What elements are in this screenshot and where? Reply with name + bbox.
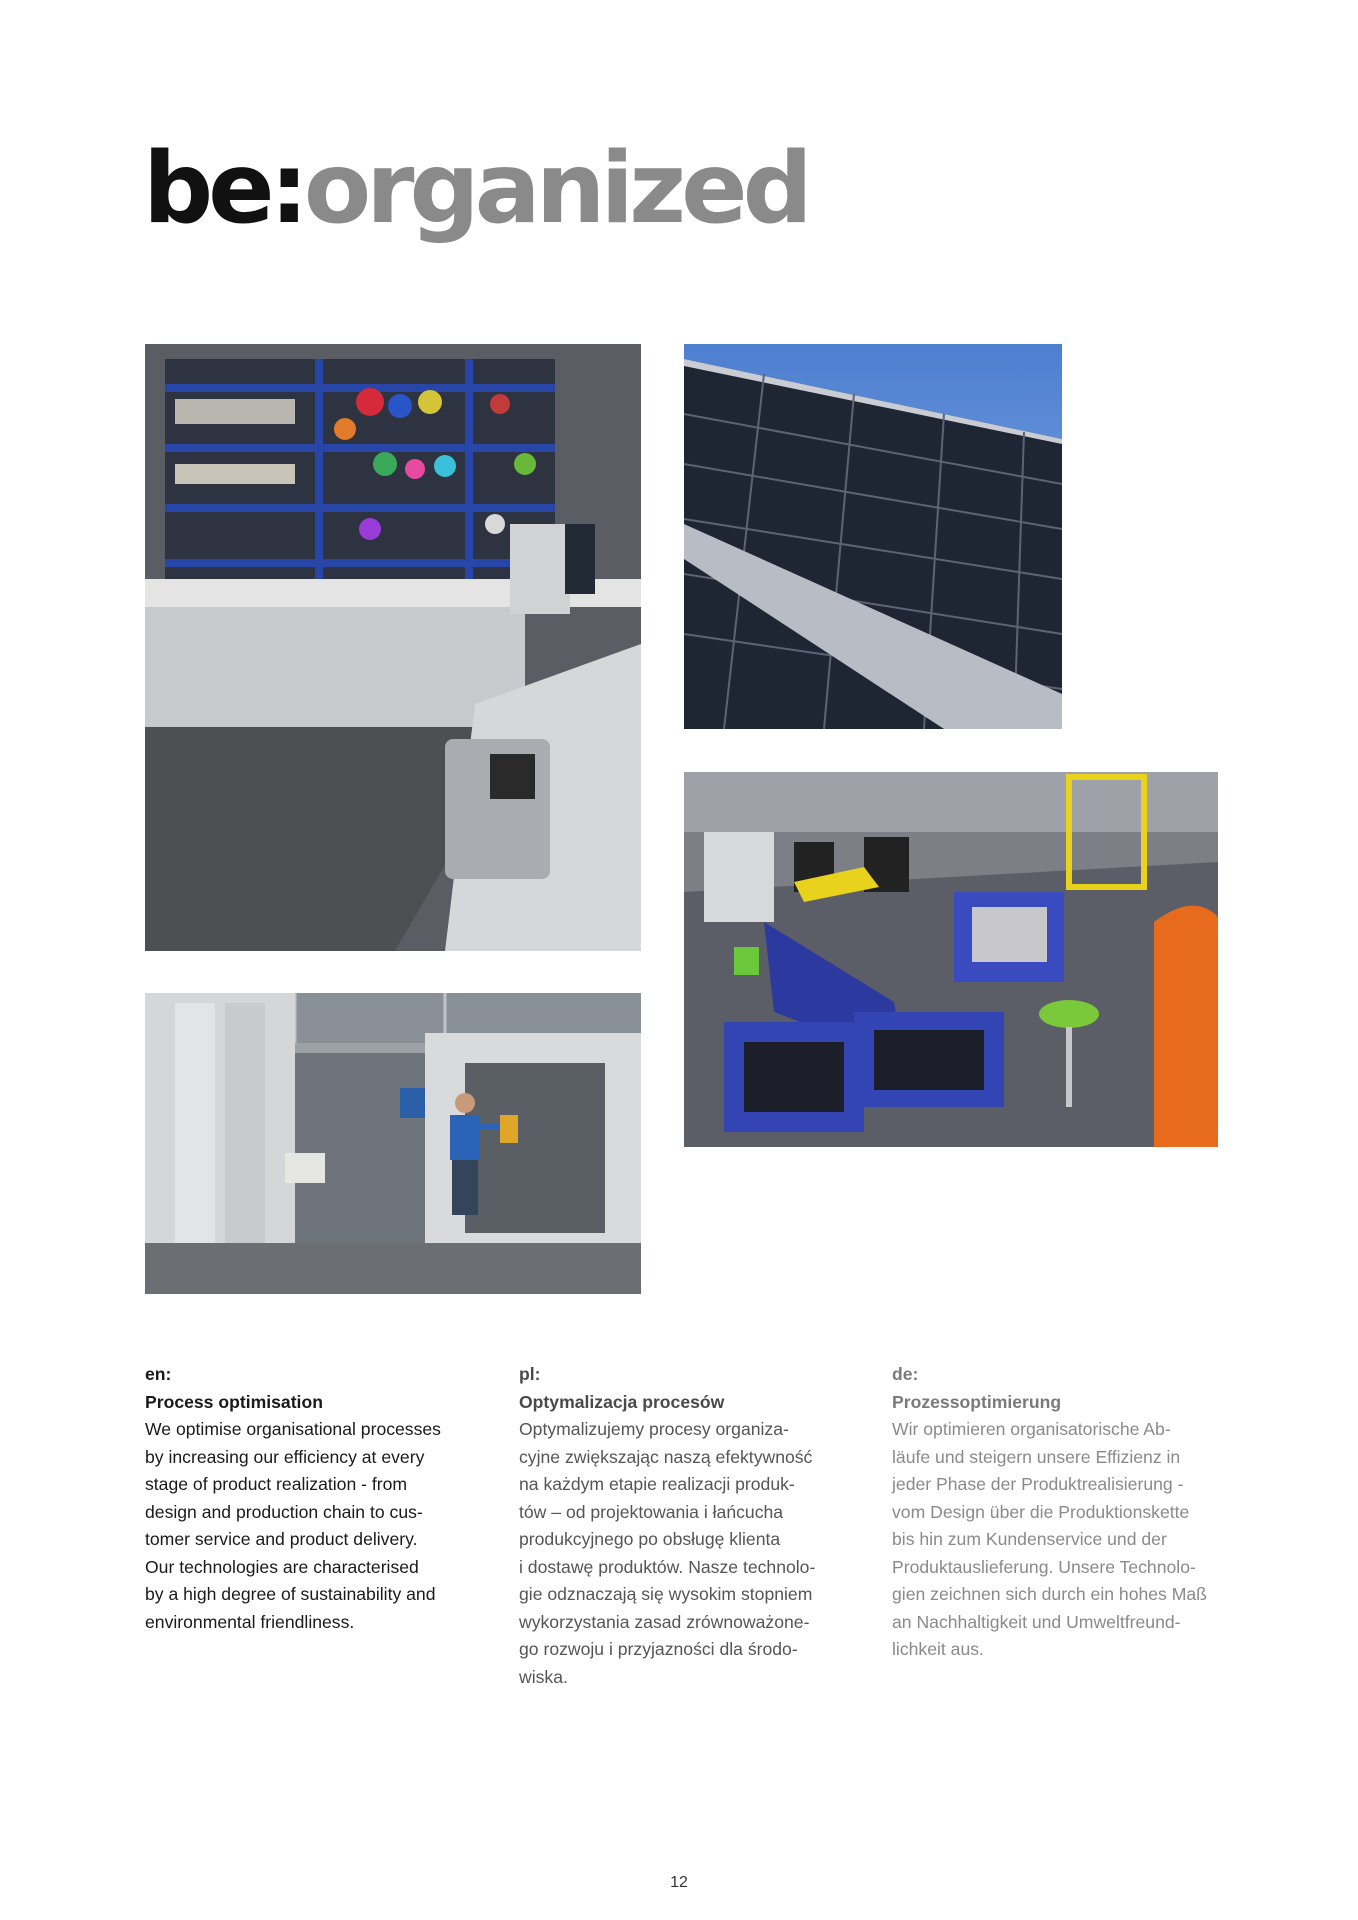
section-heading: Prozessoptimierung: [892, 1391, 1062, 1412]
solar-panels-photo: [684, 344, 1062, 729]
body-text: We optimise organisational processes by increasing our efficiency at every stage of product realization - from design and production chain to cus- tomer service and product delivery. Our technologies are characterised by a high degree of sustainability and environmental friendliness.: [145, 1419, 441, 1632]
text-column-de: [892, 1361, 1222, 1664]
title-word: organized: [303, 132, 808, 246]
language-label: de:: [892, 1364, 919, 1384]
textile-cutting-machine-photo: [145, 344, 641, 951]
text-column-en: [145, 1361, 475, 1636]
section-heading: Process optimisation: [145, 1391, 323, 1412]
body-text: Optymalizujemy procesy organiza- cyjne zwiększając naszą efektywność na każdym etapie realizacji produk- tów – od projektowania i łańcucha produkcyjnego po obsługę klienta i dostawę produktów. Nasze technolo- gie odznaczają się wysokim stopniem wykorzystania zasad zrównoważone- go rozwoju i przyjazności dla środo- wiska.: [519, 1419, 816, 1687]
section-heading: Optymalizacja procesów: [519, 1391, 725, 1412]
page-title: [143, 132, 808, 246]
page-number: 12: [670, 1874, 688, 1891]
body-text: Wir optimieren organisatorische Ab- läufe und steigern unsere Effizienz in jeder Phase der Produktrealisierung - vom Design über die Produktionskette bis hin zum Kundenservice und der Produktauslieferung. Unsere Technolo- gien zeichnen sich durch ein hohes Maß an Nachhaltigkeit und Umweltfreund- lichkeit aus.: [892, 1419, 1207, 1659]
text-column-pl: [519, 1361, 849, 1691]
language-label: pl:: [519, 1364, 541, 1384]
title-prefix: be:: [143, 132, 304, 246]
language-label: en:: [145, 1364, 172, 1384]
robotic-production-line-photo: [684, 772, 1218, 1147]
painting-booth-worker-photo: [145, 993, 641, 1294]
